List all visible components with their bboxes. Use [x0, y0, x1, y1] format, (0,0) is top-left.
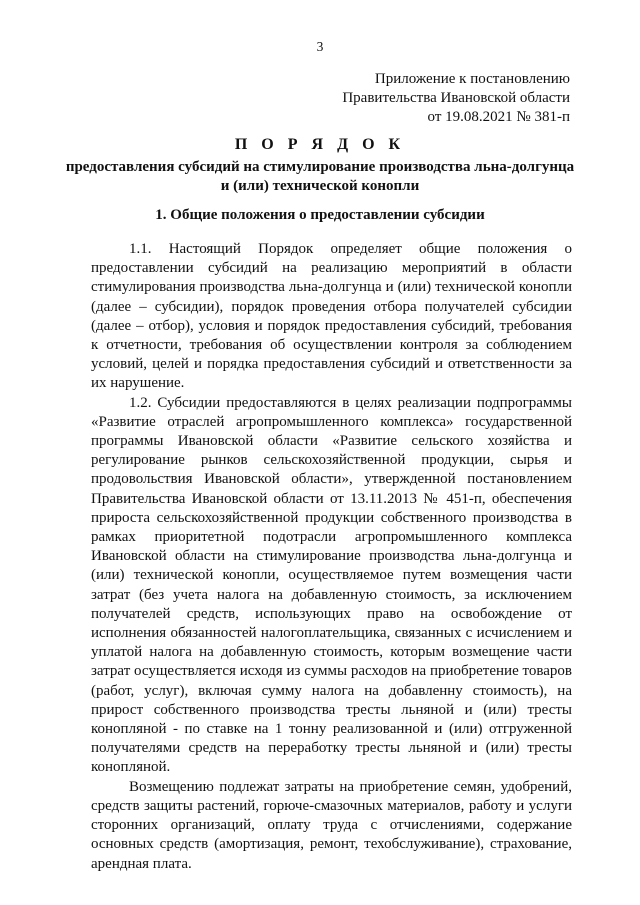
document-title: П О Р Я Д О К	[234, 136, 406, 153]
appendix-block	[342, 70, 570, 127]
appendix-line-2: Правительства Ивановской области	[342, 90, 570, 106]
page-number: 3	[316, 39, 324, 54]
body-text	[91, 240, 572, 874]
paragraph-reimbursement: Возмещению подлежат затраты на приобретение семян, удобрений, средств защиты растений, горюче-смазочных материалов, работу и услуги сторонних организаций, оплату труда с отчислениями, содержание основных средств (амортизация, ремонт, техобслуживание), страхование, арендная плата.	[91, 778, 572, 872]
section-heading: 1. Общие положения о предоставлении субсидии	[155, 207, 485, 223]
appendix-line-1: Приложение к постановлению	[374, 71, 570, 87]
appendix-line-3: от 19.08.2021 № 381-п	[427, 109, 570, 125]
document-subtitle: предоставления субсидий на стимулирование производства льна-долгунца и (или) технической конопли	[65, 159, 575, 194]
paragraph-1-1: 1.1. Настоящий Порядок определяет общие положения о предоставлении субсидий на реализацию мероприятий в области стимулирования производства льна-долгунца и (или) технической конопли (далее – субсидии), порядок проведения отбора получателей субсидии (далее – отбор), условия и порядок предоставления субсидий, требования к отчетности, требования об осуществлении контроля за соблюдением условий, целей и порядка предоставления субсидий и ответственности за их нарушение.	[91, 241, 572, 392]
paragraph-1-2: 1.2. Субсидии предоставляются в целях реализации подпрограммы «Развитие отраслей агропромышленного комплекса» государственной программы Ивановской области «Развитие сельского хозяйства и регулирование рынков сельскохозяйственной продукции, сырья и продовольствия Ивановской области», утвержденной постановлением Правительства Ивановской области от 13.11.2013 № 451-п, обеспечения прироста сельскохозяйственной продукции собственного производства в рамках приоритетной подотрасли агропромышленного комплекса Ивановской области на стимулирование производства льна-долгунца и (или) технической конопли, осуществляемое путем возмещения части затрат (без учета налога на добавленную стоимость, за исключением получателей средств, использующих право на освобождение от исполнения обязанностей налогоплательщика, связанных с исчислением и уплатой налога на добавленную стоимость, которым возмещение части затрат осуществляется исходя из суммы расходов на приобретение товаров (работ, услуг), включая сумму налога на добавленну стоимость), на прирост собственного производства тресты льняной и (или) тресты конопляной - по ставке на 1 тонну реализованной и (или) отгруженной получателями средств на переработку тресты льняной и (или) тресты конопляной.	[91, 394, 572, 776]
